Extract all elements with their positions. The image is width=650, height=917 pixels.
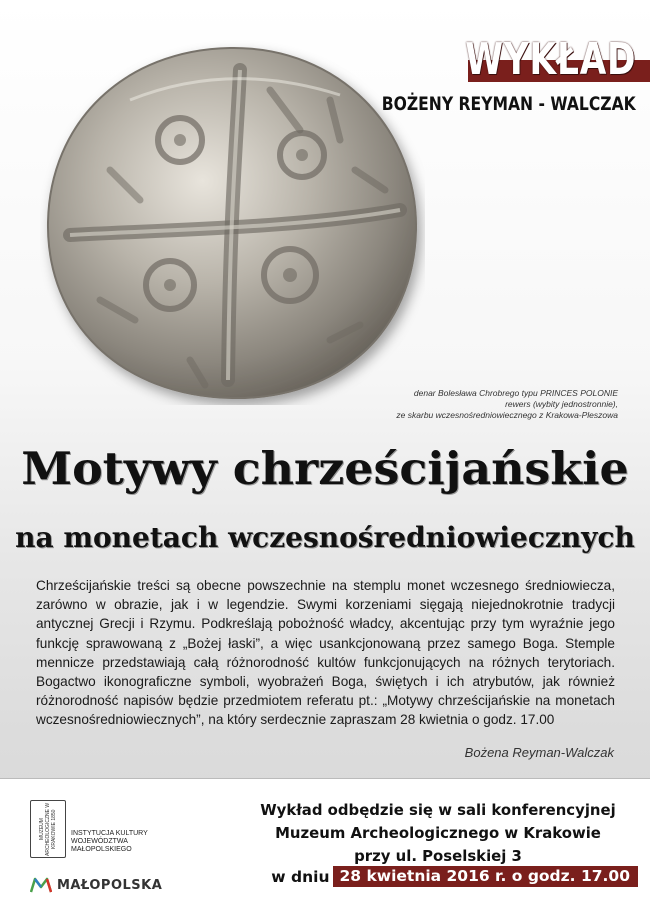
coin-caption-emphasis: PRINCES POLONIE xyxy=(540,388,618,398)
malopolska-wordmark: MAŁOPOLSKA xyxy=(57,877,163,893)
lecture-heading: WYKŁAD xyxy=(464,34,636,85)
lecture-subtitle: na monetach wczesnośredniowiecznych xyxy=(15,521,635,554)
speaker-name: BOŻENY REYMAN - WALCZAK xyxy=(382,93,636,115)
museum-emblem-text: MUZEUM ARCHEOLOGICZNE W KRAKOWIE 1850 xyxy=(39,802,57,856)
venue-line-address: przy ul. Poselskiej 3 xyxy=(354,847,522,865)
malopolska-m-icon xyxy=(30,877,52,893)
lecture-description: Chrześcijańskie treści są obecne powszechnie na stemplu monet wczesnego średniowiecza, zarówno w obrazie, jak i w legendzie. Swymi korzeniami sięgają niejednokrotnie tradycji antycznej Grecji i Rzymu. Podkreślają pobożność władcy, akcentując przy tym wyraźnie jego funkcję sprawowaną z „Bożej łaski”, a więc usankcjonowaną przez samego Boga. Stemple mennicze przedstawiają całą różnorodność kultów funkcjonujących na różnych terytoriach. Bogactwo ikonograficzne symboli, wyobrażeń Boga, świętych i ich atrybutów, jak również różnorodność napisów będzie przedmiotem referatu pt.: „Motywy chrześcijańskie na monetach wczesnośredniowiecznych”, na który serdecznie zapraszam 28 kwietnia o godz. 17.00 xyxy=(36,578,615,728)
footer-divider xyxy=(0,778,650,779)
venue-line-room: Wykład odbędzie się w sali konferencyjnej xyxy=(260,801,616,819)
venue-info xyxy=(246,799,630,868)
venue-line-museum: Muzeum Archeologicznego w Krakowie xyxy=(275,824,601,842)
museum-emblem-icon xyxy=(30,800,66,858)
coin-illustration xyxy=(40,40,425,405)
coin-caption-line1: denar Bolesława Chrobrego typu xyxy=(413,388,541,398)
event-date-line xyxy=(271,866,638,887)
coin-caption-line2: rewers (wybity jednostronnie), xyxy=(505,399,618,409)
coin-caption-line3: ze skarbu wczesnośredniowiecznego z Krakowa-Pleszowa xyxy=(396,410,618,420)
coin-image xyxy=(40,40,425,405)
lecture-title: Motywy chrześcijańskie xyxy=(21,442,629,495)
museum-logo xyxy=(30,800,150,860)
date-prefix: w dniu xyxy=(271,867,330,886)
malopolska-logo xyxy=(30,876,162,894)
author-signature: Bożena Reyman-Walczak xyxy=(464,745,614,760)
event-date-badge: 28 kwietnia 2016 r. o godz. 17.00 xyxy=(333,866,638,887)
institution-label: INSTYTUCJA KULTURY WOJEWÓDZTWA MAŁOPOLSKIEGO xyxy=(71,830,148,853)
coin-caption xyxy=(278,388,618,421)
